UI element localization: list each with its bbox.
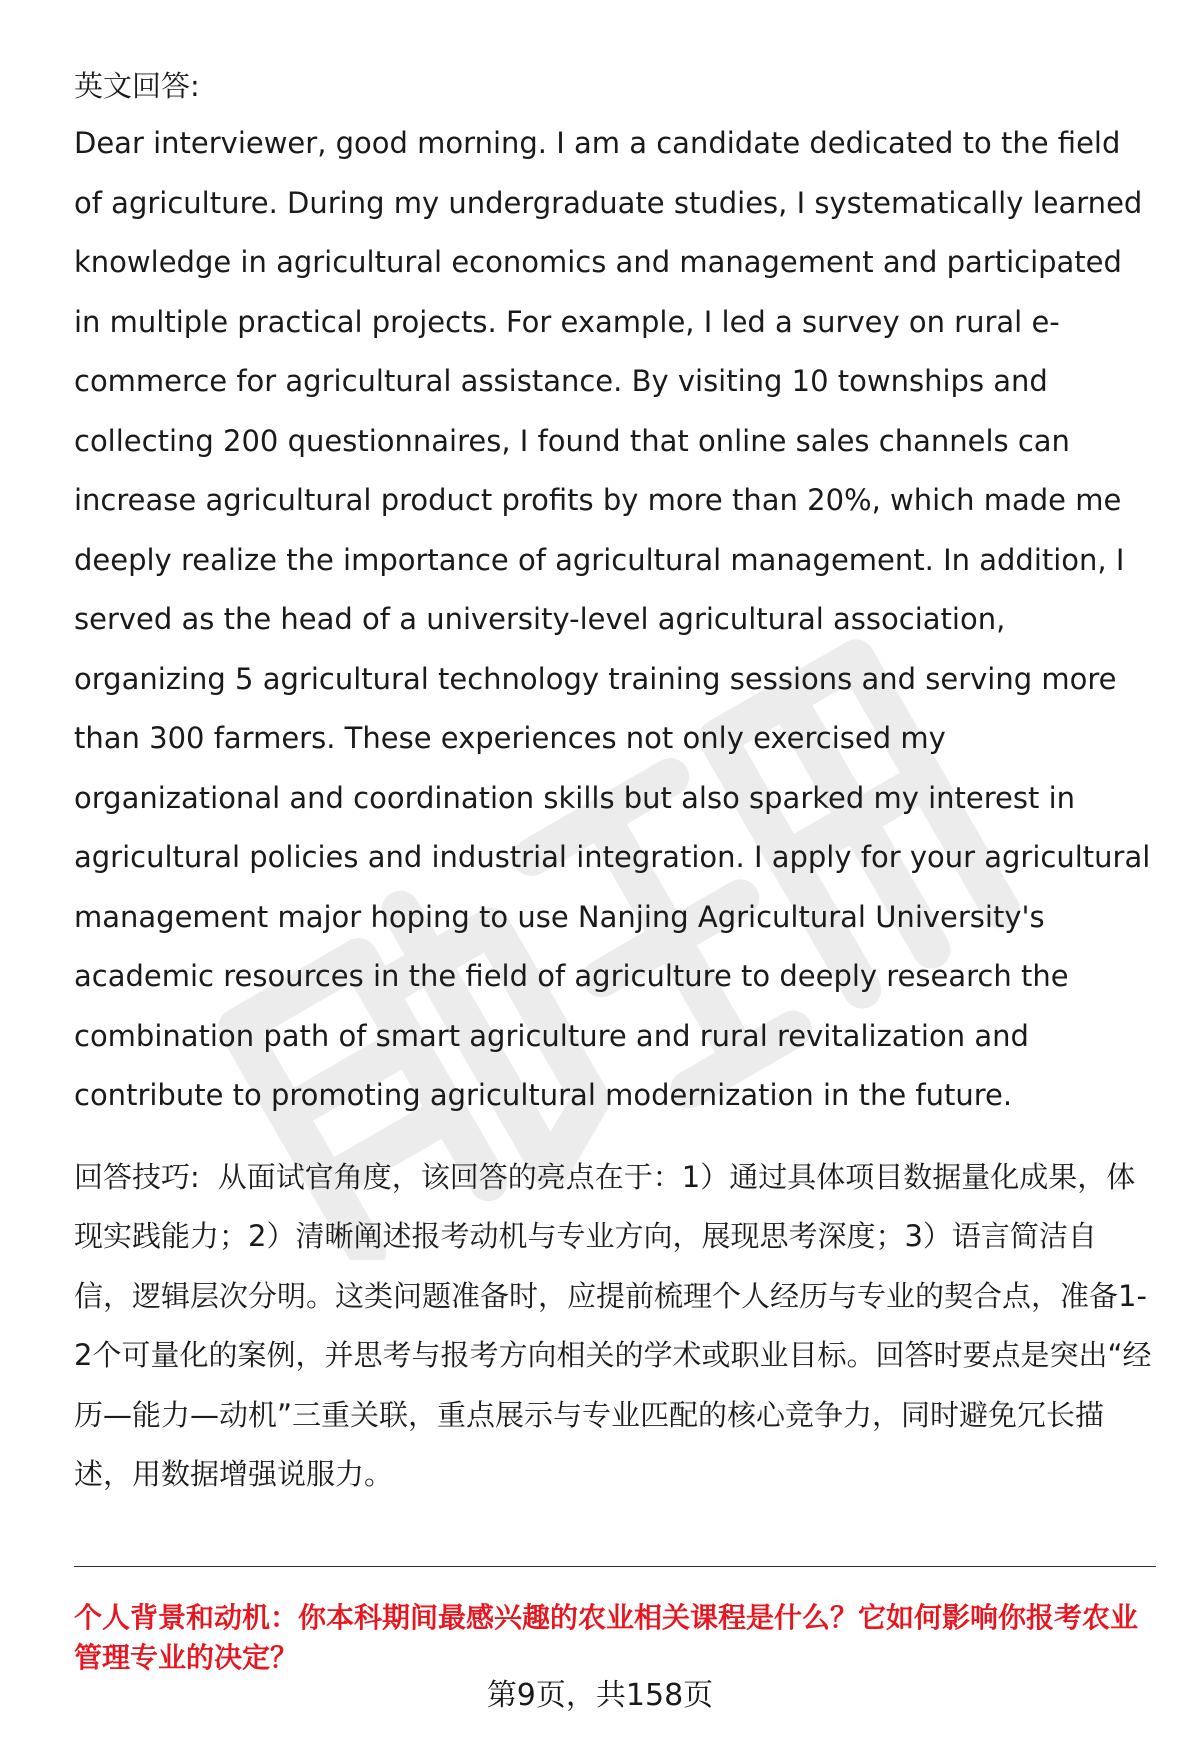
page-number: 第9页，共158页	[486, 1678, 714, 1713]
section-divider	[74, 1566, 1156, 1567]
next-question-heading: 个人背景和动机：你本科期间最感兴趣的农业相关课程是什么？它如何影响你报考农业管理专业的决定？	[74, 1601, 1139, 1674]
english-answer-text: Dear interviewer, good morning. I am a candidate dedicated to the field of agriculture. During my undergraduate studies, I systematically learned knowledge in agricultural economics and management and participated in multiple practical projects. For example, I led a survey on rural e-commerce for agricultural assistance. By visiting 10 townships and collecting 200 questionnaires, I found that online sales channels can increase agricultural product profits by more than 20%, which made me deeply realize the importance of agricultural management. In addition, I served as the head of a university-level agricultural association, organizing 5 agricultural technology training sessions and serving more than 300 farmers. These experiences not only exercised my organizational and coordination skills but also sparked my interest in agricultural policies and industrial integration. I apply for your agricultural management major hoping to use Nanjing Agricultural University's academic resources in the field of agriculture to deeply research the combination path of smart agriculture and rural revitalization and contribute to promoting agricultural modernization in the future.	[74, 126, 1151, 1112]
english-answer-label: 英文回答:	[74, 69, 200, 103]
answer-tips-text: 从面试官角度，该回答的亮点在于：1）通过具体项目数据量化成果，体现实践能力；2）清晰阐述报考动机与专业方向，展现思考深度；3）语言简洁自信，逻辑层次分明。这类问题准备时，应提前梳理个人经历与专业的契合点，准备1-2个可量化的案例，并思考与报考方向相关的学术或职业目标。回答时要点是突出“经历—能力—动机”三重关联，重点展示与专业匹配的核心竞争力，同时避免冗长描述，用数据增强说服力。	[74, 1159, 1152, 1491]
answer-tips-label: 回答技巧:	[74, 1159, 200, 1194]
answer-tips	[74, 1148, 1154, 1505]
page-content	[74, 64, 1154, 1505]
